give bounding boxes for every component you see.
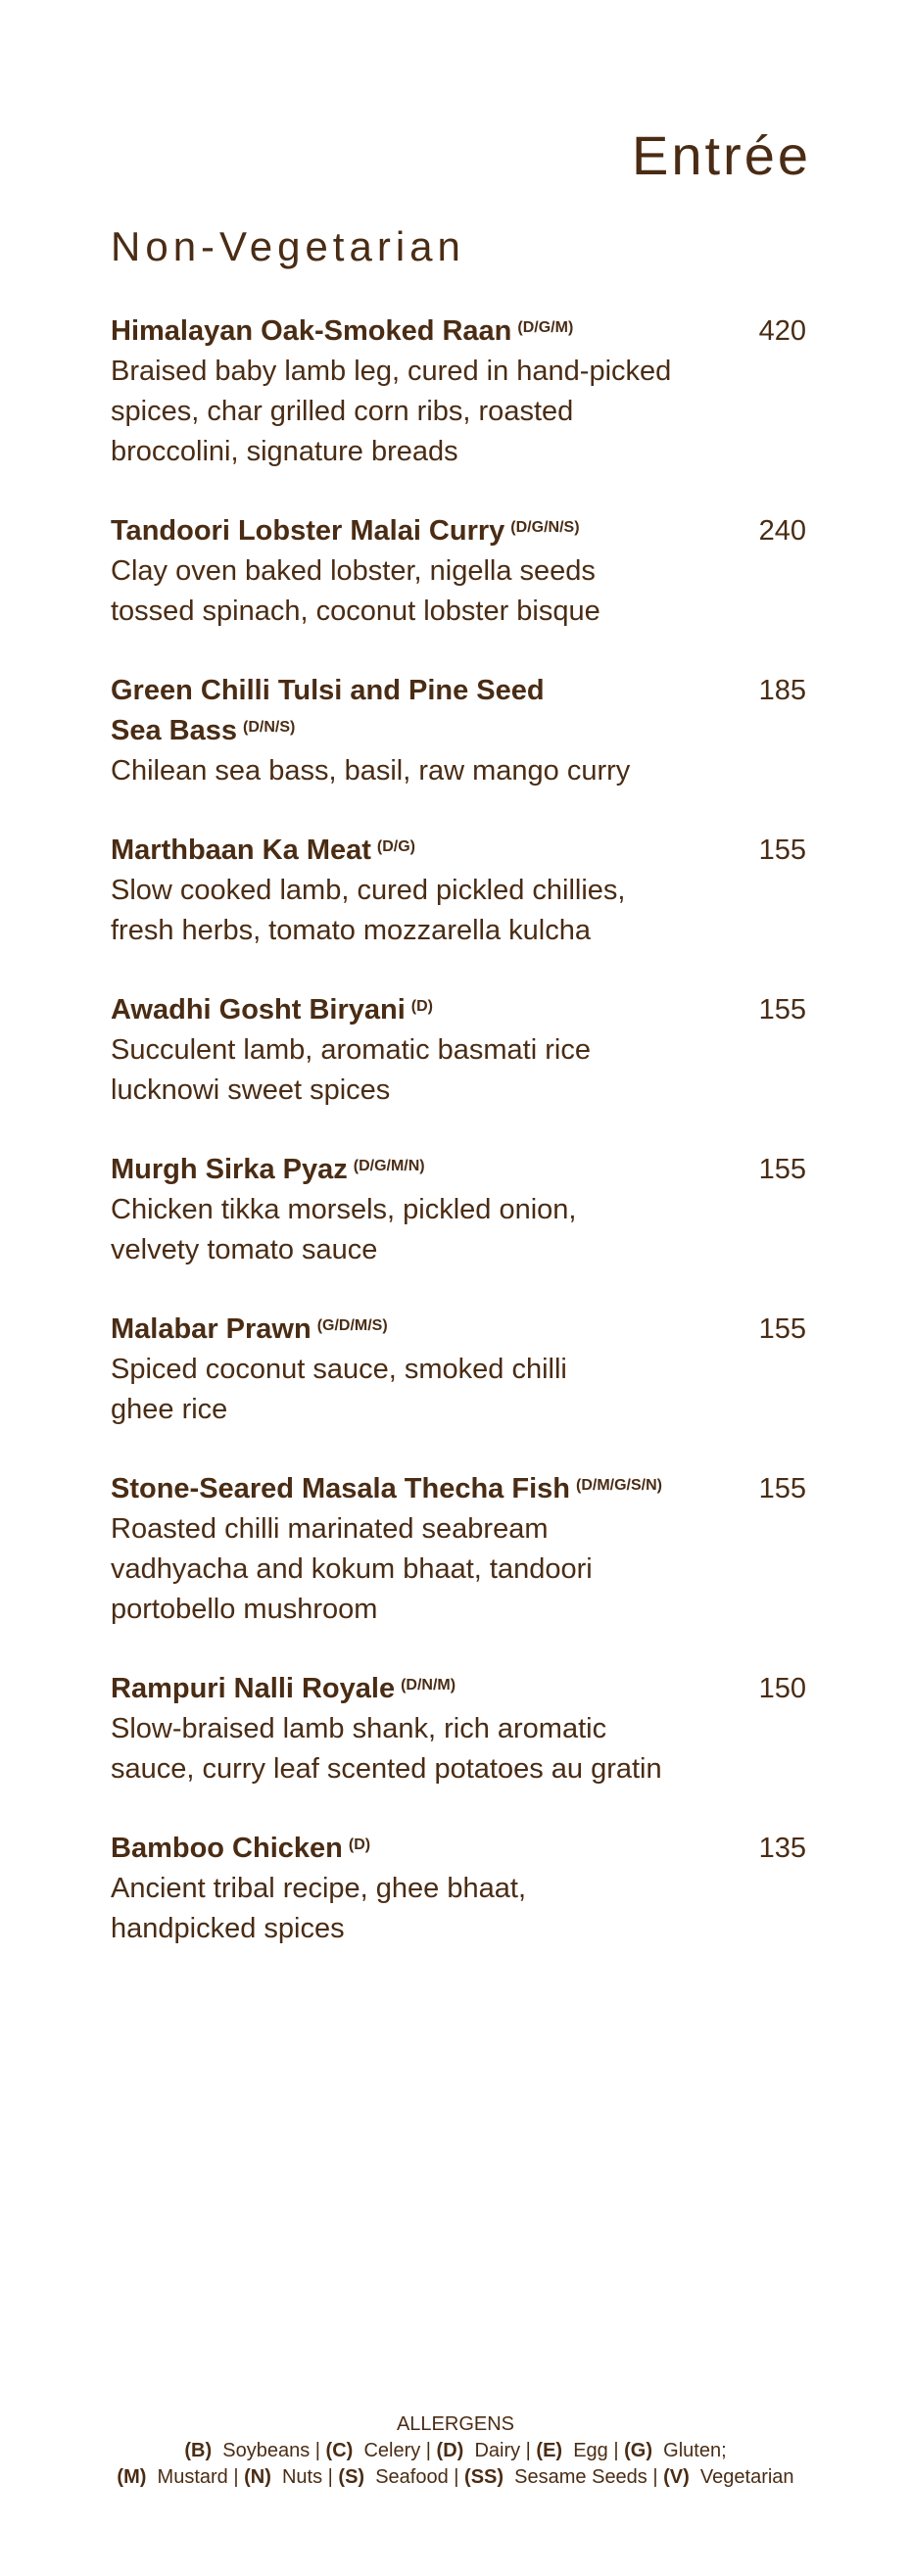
separator: |	[520, 2440, 537, 2461]
allergen-code: (S)	[338, 2466, 365, 2488]
item-description: Spiced coconut sauce, smoked chilli	[111, 1354, 567, 1385]
item-name	[111, 671, 806, 711]
spacer	[271, 2466, 282, 2488]
menu-item	[111, 1469, 806, 1630]
allergens-legend	[0, 2411, 911, 2491]
item-description: ghee rice	[111, 1394, 228, 1425]
item-description: vadhyacha and kokum bhaat, tandoori	[111, 1553, 593, 1585]
allergen-tags: (D/G/M)	[517, 319, 574, 336]
item-name-text: Awadhi Gosht Biryani	[111, 994, 406, 1026]
allergen-code: (N)	[244, 2466, 271, 2488]
separator: |	[607, 2440, 625, 2461]
allergen-tags: (D/G/N/S)	[510, 519, 580, 536]
spacer	[690, 2466, 700, 2488]
allergen-label: Nuts	[281, 2466, 323, 2488]
allergen-code: (D)	[436, 2440, 464, 2461]
item-description: Slow cooked lamb, cured pickled chillies,	[111, 875, 626, 906]
item-name	[111, 511, 806, 551]
item-description: handpicked spices	[111, 1913, 345, 1944]
item-description: lucknowi sweet spices	[111, 1074, 391, 1106]
page-title: Entrée	[632, 124, 811, 186]
item-name	[111, 990, 806, 1030]
allergen-tags: (D)	[348, 1837, 371, 1853]
item-description: Braised baby lamb leg, cured in hand-picked	[111, 356, 672, 387]
spacer	[463, 2440, 474, 2461]
allergen-label: Mustard	[157, 2466, 228, 2488]
item-name-text: Bamboo Chicken	[111, 1833, 343, 1864]
spacer	[503, 2466, 514, 2488]
item-price: 135	[758, 1833, 806, 1864]
item-description: Ancient tribal recipe, ghee bhaat,	[111, 1873, 526, 1904]
allergen-label: Dairy	[474, 2440, 521, 2461]
allergen-label: Seafood	[375, 2466, 449, 2488]
item-name	[111, 831, 806, 871]
allergen-code: (SS)	[464, 2466, 504, 2488]
item-name	[111, 711, 806, 751]
menu-item	[111, 1310, 806, 1430]
item-description: Slow-braised lamb shank, rich aromatic	[111, 1713, 607, 1744]
item-name-text: Murgh Sirka Pyaz	[111, 1154, 348, 1185]
spacer	[353, 2440, 363, 2461]
section-title: Non-Vegetarian	[111, 223, 465, 269]
item-name	[111, 1829, 806, 1869]
item-name-text: Green Chilli Tulsi and Pine Seed	[111, 675, 545, 706]
allergen-code: (E)	[536, 2440, 563, 2461]
menu-list	[111, 311, 806, 1988]
item-description: velvety tomato sauce	[111, 1234, 378, 1265]
item-name-text: Rampuri Nalli Royale	[111, 1673, 396, 1704]
allergen-tags: (G/D/M/S)	[316, 1317, 388, 1334]
menu-item	[111, 511, 806, 632]
allergen-tags: (D/G)	[376, 838, 415, 855]
menu-item	[111, 1669, 806, 1789]
allergen-code: (V)	[663, 2466, 690, 2488]
spacer	[146, 2466, 157, 2488]
item-price: 420	[758, 315, 806, 347]
item-price: 185	[758, 675, 806, 706]
allergen-tags: (D/M/G/S/N)	[575, 1477, 662, 1494]
item-name	[111, 1669, 806, 1709]
separator: |	[420, 2440, 437, 2461]
allergen-label: Egg	[573, 2440, 608, 2461]
allergen-row	[0, 2438, 911, 2464]
allergen-label: Vegetarian	[699, 2466, 794, 2488]
menu-item	[111, 990, 806, 1111]
item-description: spices, char grilled corn ribs, roasted	[111, 396, 574, 427]
allergen-row	[0, 2464, 911, 2491]
item-name-text: Sea Bass	[111, 715, 237, 746]
item-description: sauce, curry leaf scented potatoes au gratin	[111, 1753, 662, 1785]
spacer	[364, 2466, 375, 2488]
item-name-text: Tandoori Lobster Malai Curry	[111, 515, 505, 547]
allergen-tags: (D/G/M/N)	[353, 1158, 425, 1174]
separator: |	[448, 2466, 465, 2488]
item-price: 155	[758, 1473, 806, 1504]
item-description: Clay oven baked lobster, nigella seeds	[111, 555, 596, 587]
item-name	[111, 311, 806, 352]
separator: |	[647, 2466, 664, 2488]
item-description: portobello mushroom	[111, 1594, 378, 1625]
spacer	[212, 2440, 222, 2461]
menu-item	[111, 1150, 806, 1270]
separator: |	[227, 2466, 245, 2488]
item-price: 155	[758, 1154, 806, 1185]
item-name-text: Malabar Prawn	[111, 1313, 312, 1345]
menu-item	[111, 671, 806, 791]
item-price: 155	[758, 835, 806, 866]
allergen-label: Gluten;	[663, 2440, 727, 2461]
item-name	[111, 1469, 806, 1509]
menu-item	[111, 311, 806, 472]
allergen-code: (B)	[184, 2440, 213, 2461]
item-description: Chilean sea bass, basil, raw mango curry	[111, 755, 631, 787]
item-price: 155	[758, 1313, 806, 1345]
allergen-code: (M)	[117, 2466, 147, 2488]
allergens-title: ALLERGENS	[396, 2413, 515, 2435]
item-description: fresh herbs, tomato mozzarella kulcha	[111, 915, 591, 946]
allergen-label: Celery	[363, 2440, 421, 2461]
item-description: Chicken tikka morsels, pickled onion,	[111, 1194, 577, 1225]
allergen-tags: (D/N/S)	[243, 719, 296, 736]
separator: |	[310, 2440, 326, 2461]
item-price: 240	[758, 515, 806, 547]
allergen-code: (C)	[325, 2440, 354, 2461]
item-description: Roasted chilli marinated seabream	[111, 1513, 549, 1545]
item-price: 155	[758, 994, 806, 1026]
allergen-code: (G)	[624, 2440, 653, 2461]
menu-item	[111, 831, 806, 951]
item-description: broccolini, signature breads	[111, 436, 458, 467]
allergen-tags: (D)	[410, 998, 434, 1015]
item-name-text: Himalayan Oak-Smoked Raan	[111, 315, 512, 347]
item-price: 150	[758, 1673, 806, 1704]
item-name-text: Marthbaan Ka Meat	[111, 835, 371, 866]
separator: |	[322, 2466, 339, 2488]
allergen-label: Soybeans	[222, 2440, 311, 2461]
menu-item	[111, 1829, 806, 1949]
item-description: Succulent lamb, aromatic basmati rice	[111, 1034, 591, 1066]
allergen-label: Sesame Seeds	[514, 2466, 647, 2488]
spacer	[652, 2440, 663, 2461]
spacer	[562, 2440, 573, 2461]
item-name	[111, 1150, 806, 1190]
item-name-text: Stone-Seared Masala Thecha Fish	[111, 1473, 570, 1504]
item-name	[111, 1310, 806, 1350]
item-description: tossed spinach, coconut lobster bisque	[111, 596, 600, 627]
allergen-tags: (D/N/M)	[401, 1677, 456, 1693]
